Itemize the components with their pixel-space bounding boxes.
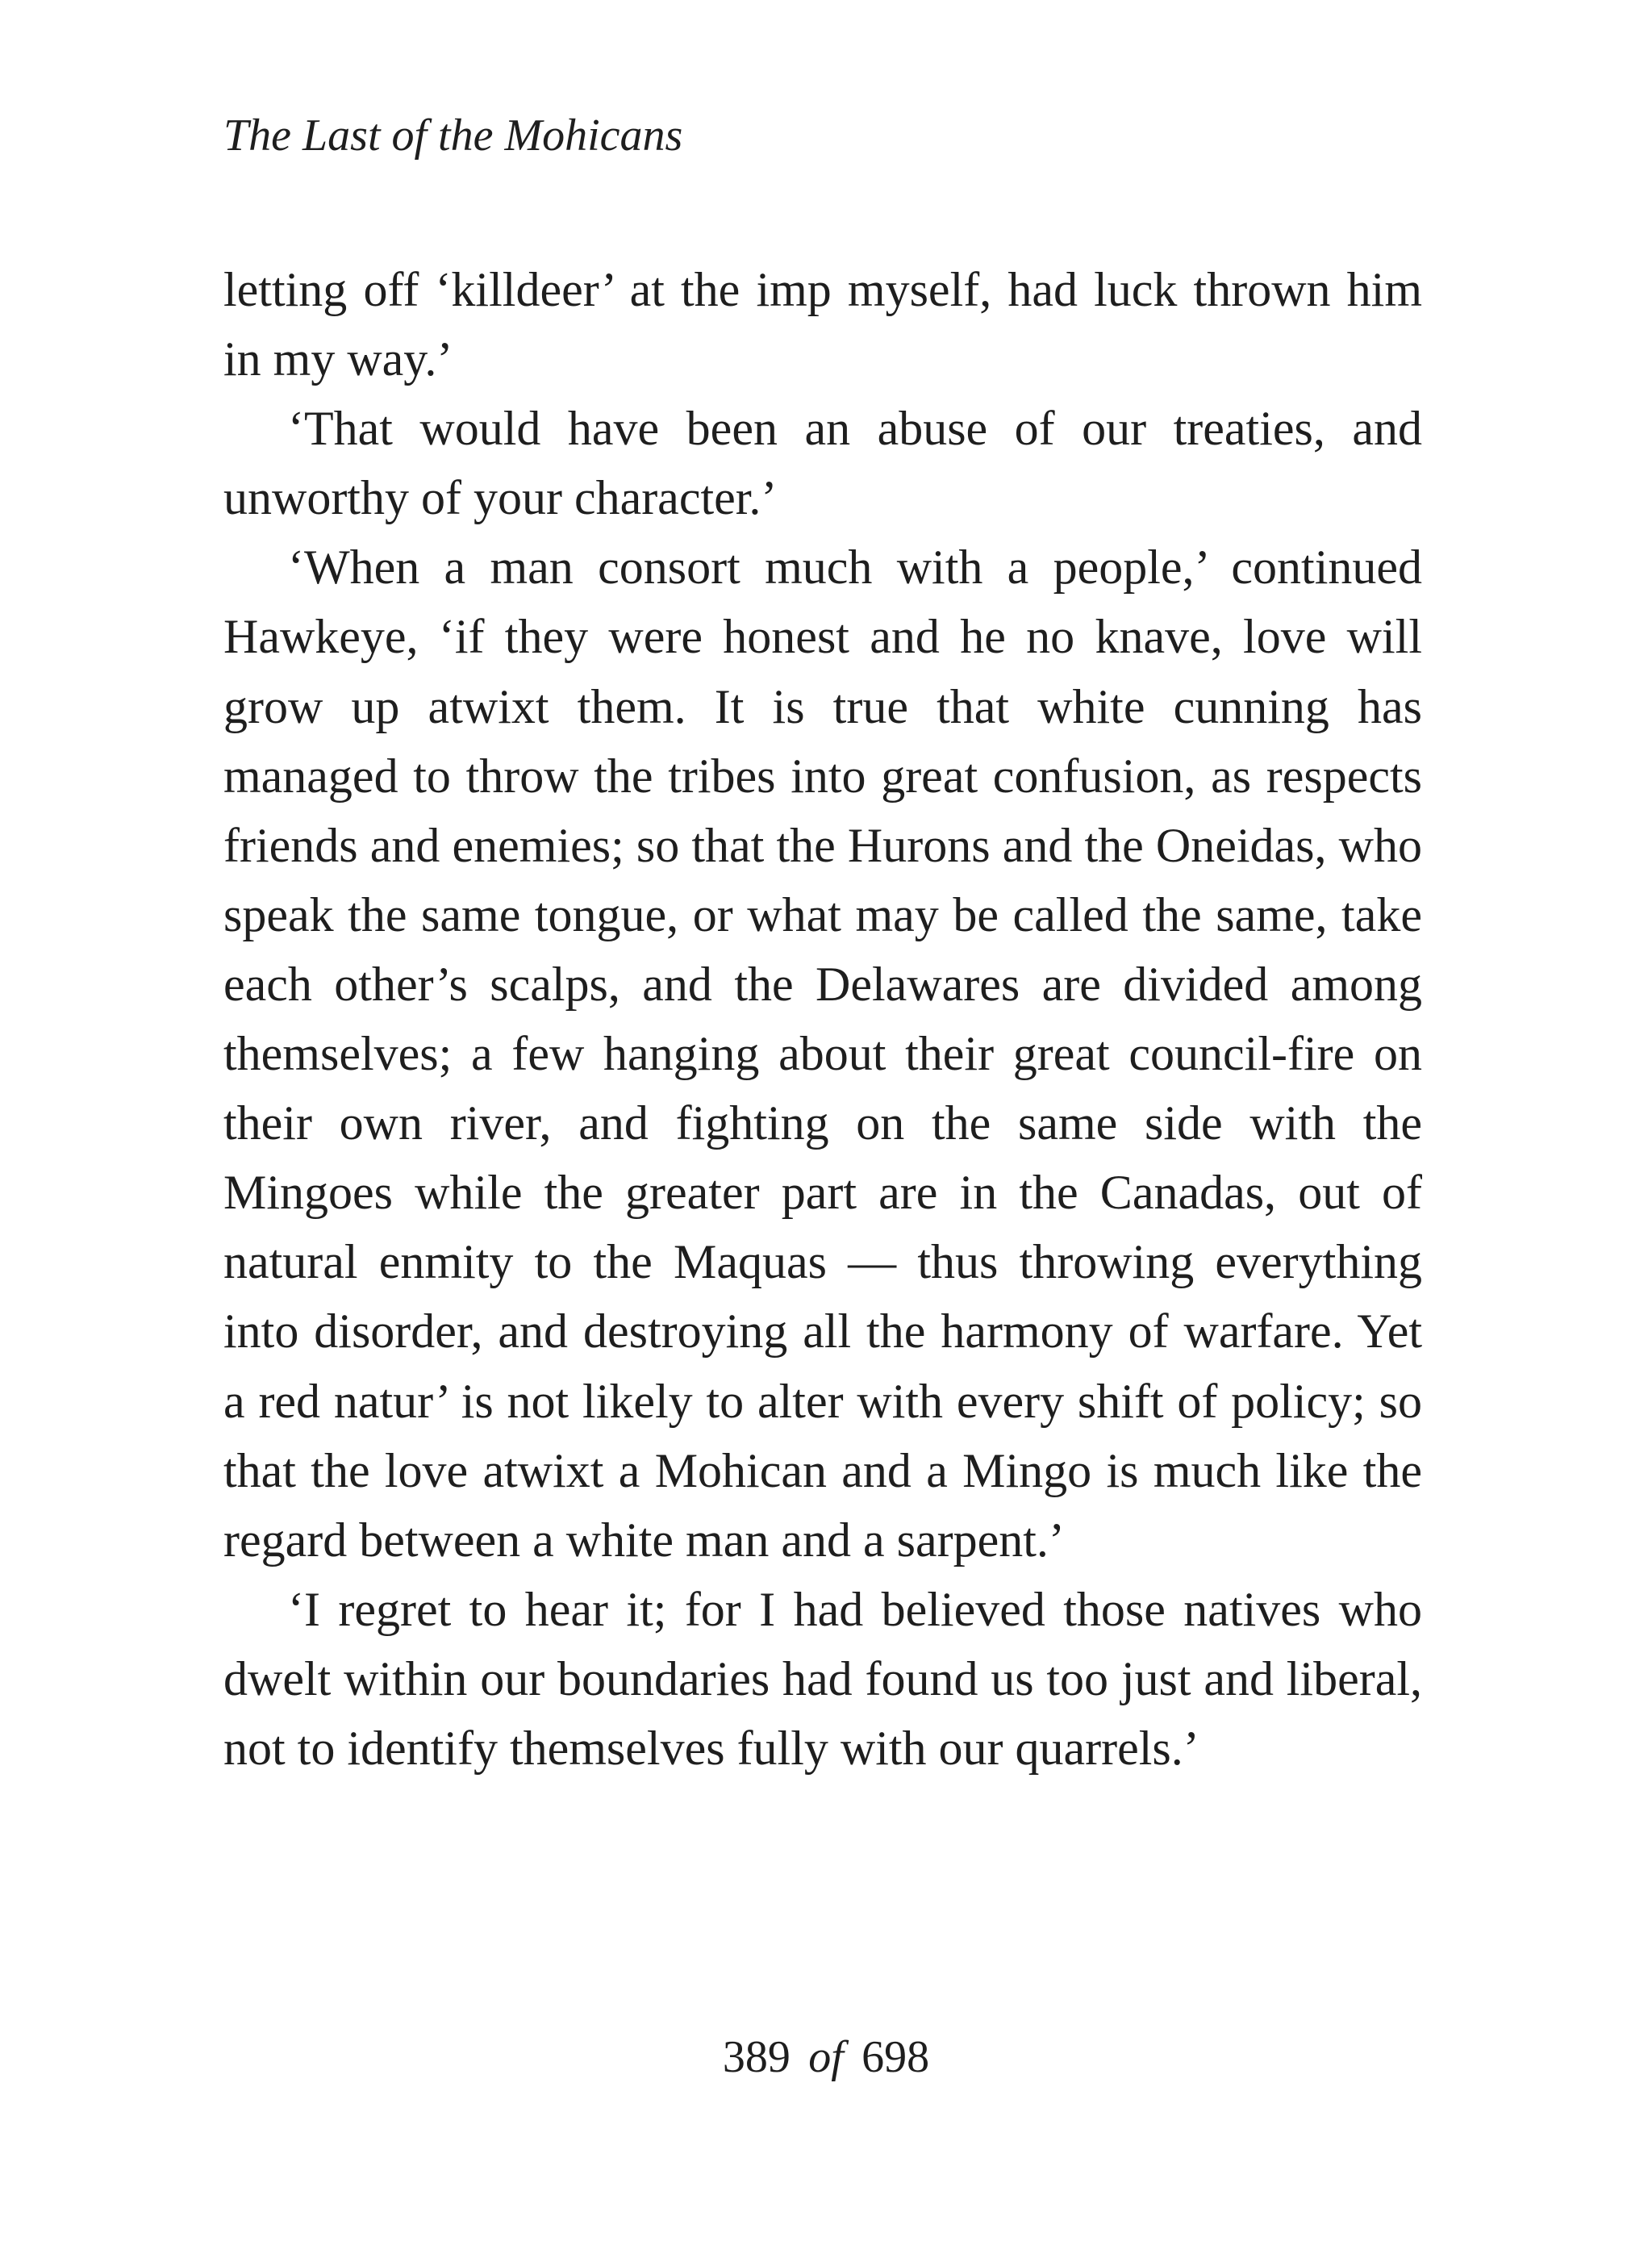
paragraph: ‘When a man consort much with a people,’ continued Hawkeye, ‘if they were honest and he no knave, love will grow up atwixt them. It is true that white cunning has managed to throw the tribes into great confusion, as respects friends and enemies; so that the Hurons and the Oneidas, who speak the same tongue, or what may be called the same, take each other’s scalps, and the Delawares are divided among themselves; a few hanging about their great council-fire on their own river, and fighting on the same side with the Mingoes while the greater part are in the Canadas, out of natural enmity to the Maquas — thus throwing everything into disorder, and destroying all the harmony of warfare. Yet a red natur’ is not likely to alter with every shift of policy; so that the love atwixt a Mohican and a Mingo is much like the regard between a white man and a sarpent.’ <box>223 541 1422 1567</box>
paragraph: letting off ‘killdeer’ at the imp myself, had luck thrown him in my way.’ <box>223 263 1422 386</box>
page-separator: of <box>808 2032 844 2082</box>
body-text <box>223 255 1422 1783</box>
current-page-number: 389 <box>722 2032 791 2082</box>
running-head-title: The Last of the Mohicans <box>223 111 683 161</box>
page-indicator <box>0 2025 1652 2089</box>
paragraph: ‘That would have been an abuse of our treaties, and unworthy of your character.’ <box>223 402 1422 525</box>
total-pages-number: 698 <box>861 2032 930 2082</box>
paragraph: ‘I regret to hear it; for I had believed those natives who dwelt within our boundaries had found us too just and liberal, not to identify themselves fully with our quarrels.’ <box>223 1582 1422 1775</box>
